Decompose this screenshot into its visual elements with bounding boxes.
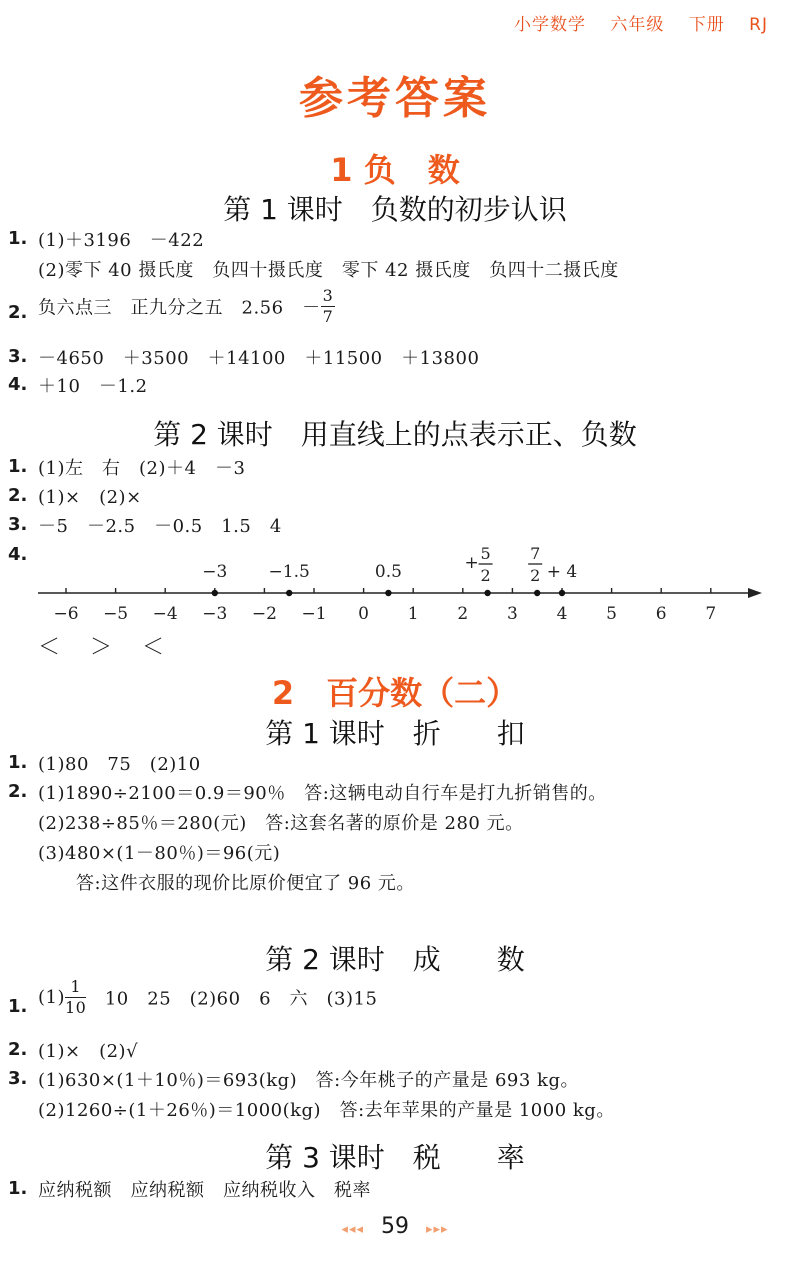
question-number: 1. [8,1178,28,1199]
answer-line: ＋10 －1.2 [38,376,148,397]
number-line-point [559,590,565,596]
tick-label: −3 [202,604,228,624]
point-label-denominator: 2 [480,566,491,585]
number-line-point [286,590,292,596]
question-number: 3. [8,1068,28,1089]
fraction-numerator: 3 [322,286,334,305]
answer-line [38,979,377,1016]
question-number: 1. [8,996,28,1017]
question-number: 3. [8,346,28,367]
fraction-denominator: 7 [322,307,334,326]
answer-line: (2)零下 40 摄氏度 负四十摄氏度 零下 42 摄氏度 负四十二摄氏度 [38,260,619,281]
fraction [321,288,336,325]
question-number: 3. [8,514,28,535]
point-label-sign: + [464,553,479,573]
question-number: 1. [8,228,28,249]
point-label: + 4 [546,562,578,582]
answer-line: 答:这件衣服的现价比原价便宜了 96 元。 [76,873,415,894]
number-line-point [534,590,540,596]
page-number: 59 [381,1214,409,1239]
answer-text: 负六点三 正九分之五 2.56 － [38,297,321,319]
number-line-point [484,590,490,596]
point-label: −1.5 [268,562,310,582]
unit-2-title: 2 百分数（二） [271,674,519,712]
question-number: 4. [8,374,28,395]
tick-label: 3 [506,604,518,624]
point-label-denominator: 2 [530,566,541,585]
arrow-right-icon [748,588,762,598]
header-grade: 六年级 [610,15,665,35]
page-footer [0,1214,790,1239]
right-arrows-icon: ▸▸▸ [426,1222,449,1237]
fraction-numerator: 1 [65,979,86,998]
answer-line: (1)＋3196 －422 [38,230,205,251]
tick-label: −5 [103,604,129,624]
unit-1-lesson-1-title: 第 1 课时 负数的初步认识 [223,193,567,226]
question-number: 1. [8,456,28,477]
unit-1-lesson-2-title: 第 2 课时 用直线上的点表示正、负数 [153,418,637,451]
answer-line: (1)80 75 (2)10 [38,754,201,775]
fraction [65,979,86,1016]
unit-2-lesson-3-title: 第 3 课时 税 率 [265,1141,525,1174]
comparison-answer: ＜ ＞ ＜ [38,635,169,660]
tick-label: −4 [152,604,178,624]
number-line-point [385,590,391,596]
answer-line: (1)1890÷2100＝0.9＝90％ 答:这辆电动自行车是打九折销售的。 [38,783,607,804]
answer-line: 应纳税额 应纳税额 应纳税收入 税率 [38,1180,371,1201]
point-label-numerator: 7 [530,544,541,563]
answer-prefix: (1) [38,987,65,1008]
header-volume: 下册 [688,15,725,35]
unit-1-title: 1 负 数 [330,151,460,189]
number-line [0,535,790,630]
answer-line: (1)× (2)× [38,487,142,508]
tick-label: 5 [606,604,618,624]
left-arrows-icon: ◂◂◂ [341,1222,364,1237]
tick-label: 1 [407,604,419,624]
tick-label: −6 [53,604,79,624]
unit-2-lesson-2-title: 第 2 课时 成 数 [265,943,525,976]
answer-line: (2)1260÷(1＋26％)＝1000(kg) 答:去年苹果的产量是 1000 kg。 [38,1100,615,1121]
answer-line: (3)480×(1－80％)＝96(元) [38,843,281,864]
page-header [496,10,768,35]
tick-label: 4 [556,604,568,624]
question-number: 1. [8,752,28,773]
point-label: −3 [202,562,228,582]
header-edition: RJ [749,15,768,35]
tick-label: 6 [655,604,667,624]
tick-label: −2 [251,604,277,624]
number-line-point [212,590,218,596]
answer-line: －4650 ＋3500 ＋14100 ＋11500 ＋13800 [38,348,480,369]
question-number: 2. [8,781,28,802]
point-label: 0.5 [374,562,402,582]
tick-label: −1 [301,604,327,624]
question-number: 4. [8,544,28,565]
tick-label: 0 [358,604,370,624]
question-number: 2. [8,1039,28,1060]
fraction-denominator: 10 [65,998,87,1017]
header-subject: 小学数学 [513,15,586,35]
answer-line: (1)630×(1＋10％)＝693(kg) 答:今年桃子的产量是 693 kg。 [38,1070,579,1091]
answer-line [38,288,335,325]
answer-line: (2)238÷85％＝280(元) 答:这套名著的原价是 280 元。 [38,813,524,834]
tick-label: 2 [457,604,469,624]
answer-text: 10 25 (2)60 6 六 (3)15 [86,988,378,1010]
question-number: 2. [8,485,28,506]
answer-line: (1)左 右 (2)＋4 －3 [38,458,246,479]
point-label-numerator: 5 [480,544,491,563]
tick-label: 7 [705,604,717,624]
unit-2-lesson-1-title: 第 1 课时 折 扣 [265,717,525,750]
answer-line: －5 －2.5 －0.5 1.5 4 [38,516,282,537]
page-title: 参考答案 [299,73,491,124]
answer-line: (1)× (2)√ [38,1041,139,1062]
question-number: 2. [8,302,28,323]
